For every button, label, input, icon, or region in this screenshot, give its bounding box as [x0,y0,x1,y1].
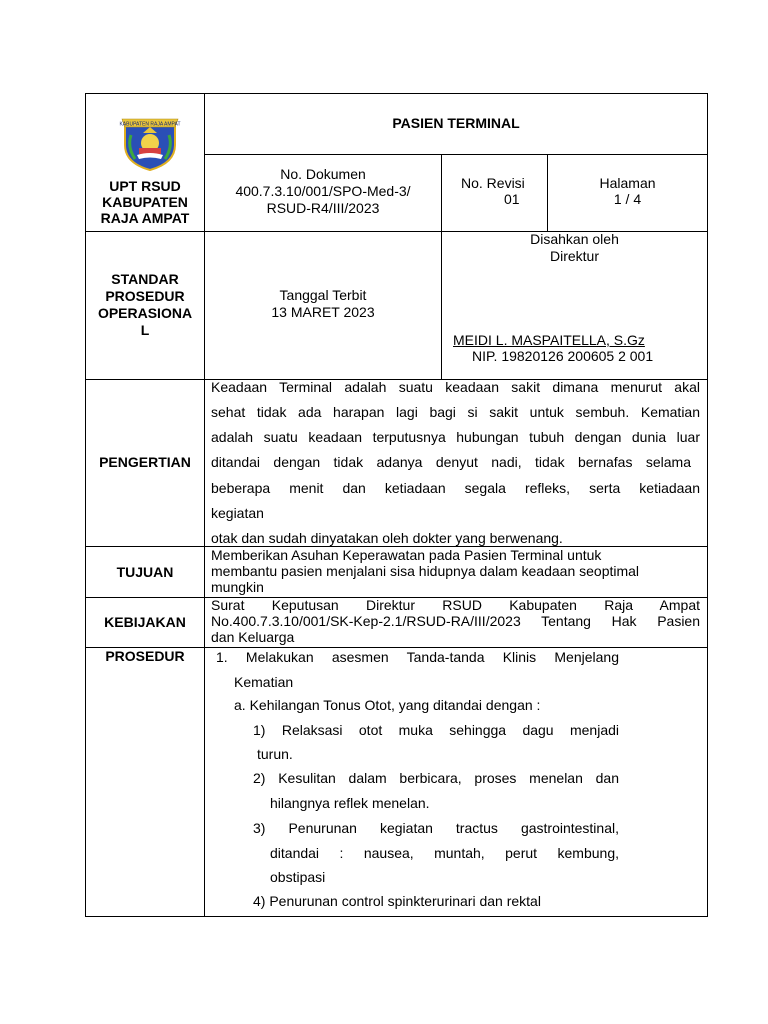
director-name: MEIDI L. MASPAITELLA, S.Gz [453,332,645,348]
pengertian-line-3: adalah suatu keadaan terputusnya hubungan tubuh dengan dunia luar [211,429,700,445]
page-label: Halaman [599,175,656,191]
tujuan-line-3: mungkin [211,579,264,595]
pengertian-line-5: beberapa menit dan ketiadaan segala refleks, serta ketiadaan [211,480,700,496]
regency-crest-logo [117,115,183,171]
pengertian-line-4: ditandai dengan tidak adanya denyut nadi, tidak bernafas selama [211,454,691,470]
org-name-line-2: KABUPATEN [102,194,188,210]
prosedur-line-2: Kematian [234,674,294,690]
prosedur-line-3: a. Kehilangan Tonus Otot, yang ditandai dengan : [234,697,541,713]
prosedur-line-7: hilangnya reflek menelan. [270,795,430,811]
org-name-line-3: RAJA AMPAT [100,210,190,226]
issue-date-value: 13 MARET 2023 [271,304,375,320]
prosedur-line-9: ditandai : nausea, muntah, perut kembung, [270,845,619,861]
section-label-pengertian: PENGERTIAN [99,454,191,470]
sop-label-line-3: OPERASIONA [97,305,193,321]
section-label-prosedur: PROSEDUR [105,648,185,664]
pengertian-line-6: kegiatan [211,505,264,521]
org-name-line-1: UPT RSUD [109,178,181,194]
prosedur-line-6: 2) Kesulitan dalam berbicara, proses menelan dan [253,770,619,786]
section-label-kebijakan: KEBIJAKAN [104,614,186,630]
prosedur-line-4: 1) Relaksasi otot muka sehingga dagu menjadi [253,722,619,738]
prosedur-line-5: turun. [257,746,293,762]
sop-label-line-2: PROSEDUR [105,288,185,304]
doc-number-line-1: 400.7.3.10/001/SPO-Med-3/ [235,183,411,199]
revision-value: 01 [504,191,520,207]
column-divider-middle [441,154,442,380]
sop-label-line-1: STANDAR [111,271,179,287]
logo-ribbon-text: KABUPATEN RAJA AMPAT [119,121,181,128]
prosedur-line-1: 1. Melakukan asesmen Tanda-tanda Klinis Menjelang [216,649,619,665]
pengertian-line-2: sehat tidak ada harapan lagi bagi si sakit untuk sembuh. Kematian [211,404,700,420]
prosedur-line-11: 4) Penurunan control spinkterurinari dan rektal [253,893,541,909]
rule-below-title [204,154,708,155]
approval-line-1: Disahkan oleh [530,231,619,247]
revision-label: No. Revisi [461,175,525,191]
tujuan-line-2: membantu pasien menjalani sisa hidupnya dalam keadaan seoptimal [211,563,640,579]
kebijakan-line-3: dan Keluarga [211,629,295,645]
kebijakan-line-1: Surat Keputusan Direktur RSUD Kabupaten Raja Ampat [211,597,700,613]
kebijakan-line-2: No.400.7.3.10/001/SK-Kep-2.1/RSUD-RA/III/2023 Tentang Hak Pasien [211,613,700,629]
document-title: PASIEN TERMINAL [392,115,520,131]
pengertian-line-1: Keadaan Terminal adalah suatu keadaan sakit dimana menurut akal [211,379,700,395]
approval-line-2: Direktur [549,248,599,264]
table-border-bottom [85,916,708,917]
table-border-top [85,93,708,94]
doc-number-label: No. Dokumen [280,166,366,182]
prosedur-line-8: 3) Penurunan kegiatan tractus gastrointestinal, [253,820,619,836]
pengertian-line-7: otak dan sudah dinyatakan oleh dokter yang berwenang. [211,530,563,546]
doc-number-line-2: RSUD-R4/III/2023 [266,200,380,216]
issue-date-label: Tanggal Terbit [279,287,367,303]
tujuan-line-1: Memberikan Asuhan Keperawatan pada Pasien Terminal untuk [211,547,602,563]
page-value: 1 / 4 [613,191,642,207]
section-label-tujuan: TUJUAN [116,564,174,580]
director-nip: NIP. 19820126 200605 2 001 [472,348,654,364]
sop-label-line-4: L [140,322,150,338]
table-border-right [707,93,708,917]
prosedur-line-10: obstipasi [270,869,326,885]
